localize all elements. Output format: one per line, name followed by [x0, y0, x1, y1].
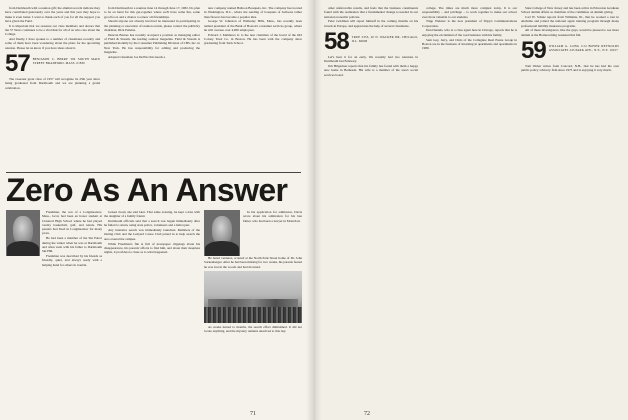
left-column-3 [204, 6, 302, 176]
portrait-face [212, 216, 232, 244]
paragraph: Dartmouth officials said that a search was begun immediately after he failed to return, using state police, volunteers and a helicopter. [104, 219, 200, 228]
paragraph: And finally, I have spoken to a number of classmates recently and some of them have been wondering about the plans for the upcoming reunion. Please let us know if you have ideas about it. [5, 37, 100, 50]
paragraph: from Dartmouth with a reunion gift; the alumni records indicate they have contributed generously over the years and this year they hope to make it even better. I want to thank each of you for all the support you have given the Fund. [5, 6, 100, 23]
page-number: 71 [250, 411, 256, 417]
class-header [521, 37, 619, 65]
paragraph: Sam Gay, Jerry, and Chris of the Collegiate Real Estate Group in Boston are in the business of investing in apartments and apartments in 1980. [422, 37, 517, 51]
article-column-3 [204, 210, 302, 406]
paragraph: Freshman was described by his friends as friendly, quiet, and always ready with a helping hand for others in trouble. [42, 253, 102, 267]
class-correspondent: TRUE 2353, 20 N. WACKER DR. CHICAGO, ILL. 60606 [351, 34, 418, 43]
class-header [5, 49, 100, 77]
class-header [324, 27, 418, 55]
column-3-top [204, 210, 302, 256]
paragraph: State College of New Jersey and has been active in Princeton Graduate School alumni affairs as chairman of the committee on alumni giving. [521, 6, 619, 15]
right-column-3 [521, 6, 619, 406]
right-page [314, 0, 628, 420]
portrait-face [13, 216, 32, 244]
paragraph: Tripp Webster is the new president of Tripp's Communications Corporation. [422, 19, 517, 28]
left-column-2 [104, 6, 200, 176]
paragraph: Should anyone not already involved be interested in participating in the planning or execution of reunion events, please contact the publicity chairman, Dick Perkins. [104, 19, 200, 32]
paragraph: While Friedman's file is full of newspaper clippings about his disappearance, his parents' efforts to find him, and about their sleepless nights, it provides no clues as to what happened. [104, 241, 200, 255]
paragraph: George W. Johnston of Wellesley Hills, Mass., has recently been named president of the Bank of Boston's consumer services group, where he will oversee over 4,000 employees. [204, 19, 302, 32]
paragraph: He had been a member of the Ski Patrol during the winter when he was at Dartmouth and often went with his father to Dartmouth Ski Hill. [42, 236, 102, 254]
column-3-wrap [243, 210, 302, 256]
class-number: 59 [521, 37, 546, 65]
portrait-shoulders [7, 241, 40, 256]
paragraph: All of these investigators, like the guys, would be pleased to see more alumni at the Homecoming weekend this fall. [521, 28, 619, 37]
page-number: 72 [364, 411, 370, 417]
article-column-1 [42, 210, 102, 406]
paragraph: looked cloud, she said later. That same evening, he kept a date with the daughter of a family friend. [104, 210, 200, 219]
class-number: 58 [324, 27, 349, 55]
paragraph: He hated ventures, scouted at the North Park Street home of Dr. John Sorkenberger. After he had been missing for two weeks, his parents feared he was lost in the woods and had drowned. [204, 256, 302, 269]
paragraph: Dan Daniels, who is a class agent here in Chicago, reports that he is enjoying the excitement of the road business with his family. [422, 28, 517, 37]
paragraph: Edward J. Matthews Jr. is the new chairman of the board of the Old Colony Trust Co. in Boston. He has been with the company since graduating from Tuck School. [204, 32, 302, 46]
right-column-1 [324, 6, 418, 406]
photo-crowd [204, 307, 302, 323]
paragraph: Carl W. Schatz reports from Williams, Ill., that he worked a tour in Alabama and joined the national agent training program through many professional liability insurance programs. [521, 15, 619, 28]
paragraph: new company named Balloon Bouquets, Inc. The company has located in Washington, D.C., where the sending of bouquets of balloons rather than flowers has become a popular idea. [204, 6, 302, 19]
paragraph: Adopted classmate Joe DelVecchio heads a [108, 54, 166, 59]
paragraph: Jim Hilgartner reports that his family has found with them a happy new home in Bethesda. His wife is a member of the area's social services board. [324, 64, 418, 77]
paragraph: from Dartmouth in a reunion June 14 through June 17, 1982. Do plan to be on hand for this get-together where we'll have some fun, some good food, and a chance to renew old friendships. [104, 6, 200, 19]
paragraph: Any intensive search was immediately launched. Members of the Outing Club and the Ledyard Canoe Club joined in to help search the area around the campus. [104, 228, 200, 241]
paragraph: college. The times are much more complex today. It is our responsibility – and privilege – to work together to make our school ever more valuable to our students. [422, 6, 517, 19]
paragraph: Peter Goldman will report himself in the coming months on his travels in Europe, and appreciates the help of several classmates. [324, 19, 418, 28]
portrait-photo-2 [204, 210, 240, 256]
paragraph: As weeks turned to months, the search effort diminished. It did not locate anything, and the mystery remains unsolved to this day. [204, 324, 302, 334]
class-correspondent: WILLIAM G. LONG C/O BOYER REYNOLDS ASSOCIATES 245 PARK AVE., N.Y., N.Y. 10017 [548, 44, 619, 52]
portrait-photo [6, 210, 40, 256]
paragraph: Freshman, the son of a Longmeadow, Mass., local, had been an honor student at Classical High School where he had played varsity basketball, golf, and tennis. His parents had lived in Longmeadow for many years. [42, 210, 102, 236]
paragraph: Tom Weber writes from Concord, N.H., that he has had his own public-policy advisory firm since 1975 and is enjoying it very much. [521, 64, 619, 73]
article-headline: Zero As An Answer [6, 172, 288, 208]
portrait-shoulders [205, 241, 240, 256]
paragraph: In his application for admission, Davis wrote about his admiration for his late father, who had been a lawyer in Montclair. [243, 210, 302, 223]
historical-photo [204, 271, 302, 323]
paragraph: other unfavorable results, and feels that the business constituents found with the realization that a fundamental change is needed in our national economic policies. [324, 6, 418, 19]
paragraph: Let's hear it for an early. We recently had two reunions in Dartmouth last February. [324, 54, 418, 64]
class-number: 57 [5, 49, 30, 77]
page-gutter [306, 0, 322, 420]
article-column-2 [104, 210, 200, 406]
paragraph: The sweetest great class of 1957 will recognize its 25th year since being graduated from Dartmouth and we are planning a grand celebration. [5, 76, 100, 90]
right-column-2 [422, 6, 517, 406]
left-column-1 [5, 6, 100, 176]
paragraph: It is important that we reassure our class members and donors that the 57 News continues to be a vital link for all of us who care about the College. [5, 23, 100, 37]
paragraph: Duncan Barnes has recently accepted a position as managing editor of Field & Stream, the leading outdoor magazine. Field & Stream is published monthly by the Consumer Publishing Division of CBS, Inc. in New York. He has responsibility for editing and producing the magazine. [104, 32, 200, 54]
class-correspondent: BENJAMIN C. BERRY 300 SOUTH MAIN STREET BRADFORD, MASS. 01830 [32, 56, 100, 65]
